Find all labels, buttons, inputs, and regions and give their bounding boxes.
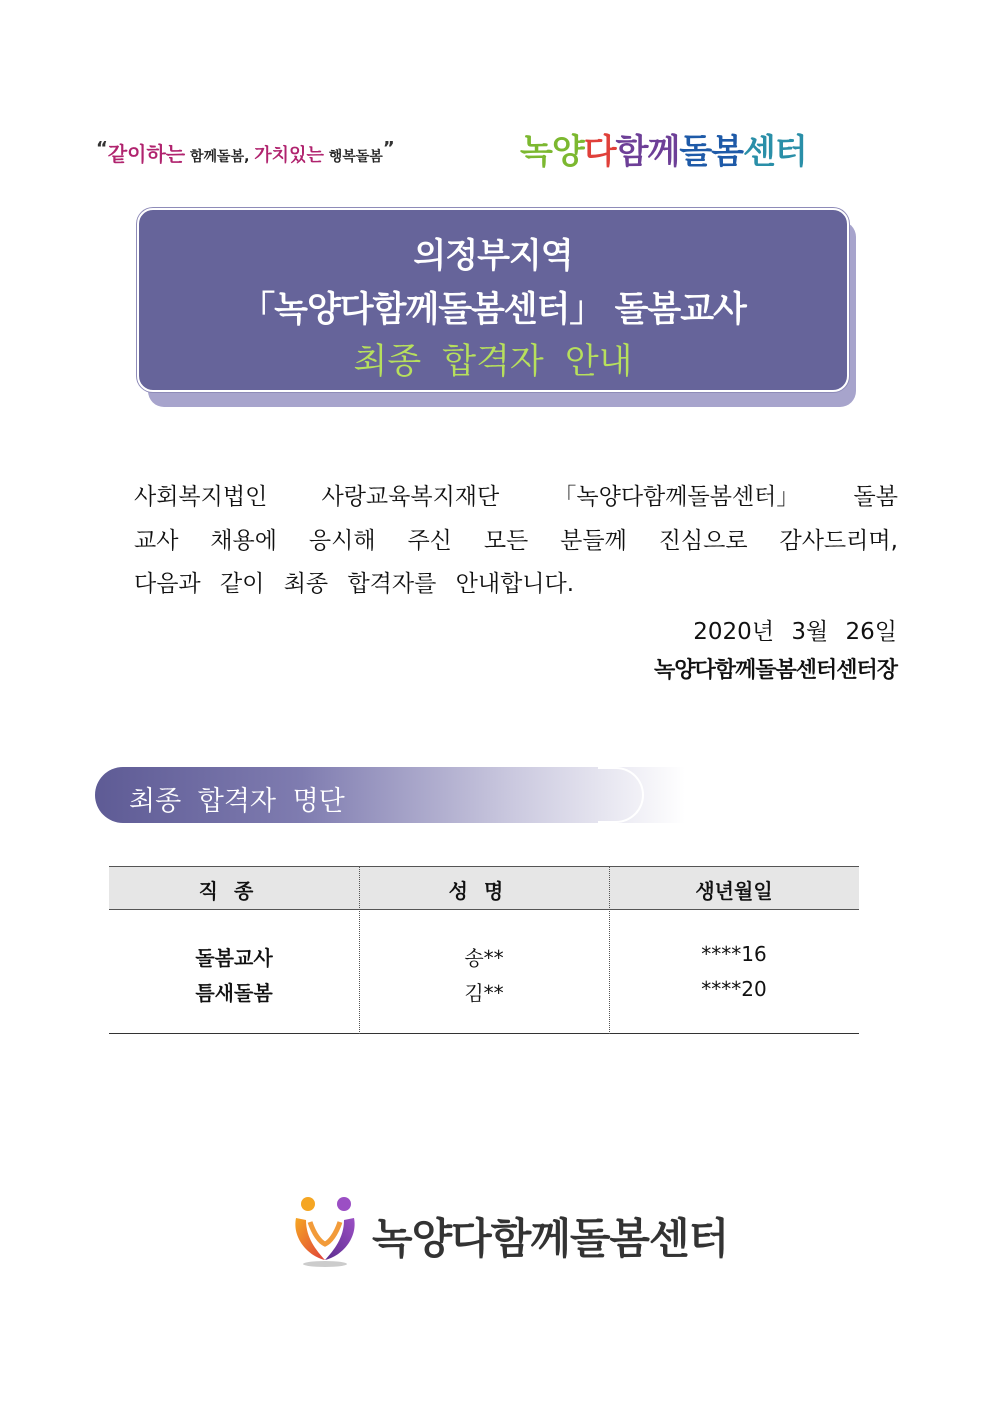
brand-part-2: 다 <box>583 132 616 172</box>
slogan <box>96 138 395 167</box>
intro-word: 응시해 <box>308 528 376 554</box>
footer-brand: 녹양다함께돌봄센터 <box>372 1214 729 1263</box>
header-birth-date: 생년월일 <box>695 879 773 903</box>
intro-word: 감사드리며, <box>779 528 898 554</box>
slogan-part-4: 행복돌봄 <box>323 149 383 165</box>
intro-word: 주신 <box>407 528 452 554</box>
slogan-open-quote: “ <box>96 138 108 159</box>
intro-word: 모든 <box>483 528 529 554</box>
announcement-date: 2020년 3월 26일 <box>693 619 897 645</box>
intro-word: 사랑교육복지재단 <box>321 484 500 510</box>
cell-job-type: 틈새돌봄 <box>195 981 273 1005</box>
title-line-2: 「녹양다함께돌봄센터」 돌봄교사 <box>240 290 746 330</box>
slogan-part-3: 가치있는 <box>254 145 324 166</box>
intro-word: 교사 <box>134 528 179 554</box>
cell-birth-date: ****20 <box>701 977 767 1001</box>
section-title: 최종 합격자 명단 <box>129 786 345 817</box>
intro-word: 합격자를 <box>347 571 437 597</box>
intro-word: 채용에 <box>210 528 277 554</box>
cell-birth-date: ****16 <box>701 942 767 966</box>
intro-word: 「녹양다함께돌봄센터」 <box>553 484 800 510</box>
brand-part-5: 센터 <box>742 132 807 172</box>
intro-word: 진심으로 <box>658 528 748 554</box>
title-line-3: 최종 합격자 안내 <box>353 342 633 382</box>
brand-logo-top <box>520 124 807 173</box>
slogan-part-2: 함께돌봄, <box>185 149 255 165</box>
intro-word: 분들께 <box>560 528 627 554</box>
intro-word: 사회복지법인 <box>134 484 268 510</box>
intro-line-3 <box>134 565 898 598</box>
header-job-type: 직종 <box>198 879 270 903</box>
signer: 녹양다함께돌봄센터센터장 <box>653 658 897 683</box>
intro-line-2 <box>134 522 898 555</box>
intro-line-1 <box>134 478 898 511</box>
cell-job-type: 돌봄교사 <box>195 946 273 970</box>
slogan-part-1: 같이하는 <box>107 142 186 166</box>
results-table <box>109 866 859 1034</box>
slogan-close-quote: ” <box>382 138 395 159</box>
table-bottom-border <box>109 1033 859 1034</box>
intro-word: 같이 <box>219 571 265 597</box>
title-box <box>137 208 849 392</box>
cell-name: 김** <box>464 981 504 1005</box>
header-name: 성명 <box>448 879 520 903</box>
brand-part-1: 녹양 <box>520 132 584 172</box>
intro-word: 돌봄 <box>853 484 898 510</box>
cell-name: 송** <box>464 946 504 970</box>
intro-word: 안내합니다. <box>455 571 575 597</box>
intro-word: 다음과 <box>134 571 201 597</box>
brand-part-4: 돌봄 <box>679 132 743 172</box>
brand-part-3: 함께 <box>615 132 680 172</box>
title-line-1: 의정부지역 <box>413 236 573 276</box>
intro-word: 최종 <box>283 571 329 597</box>
heart-people-logo-icon <box>290 1194 360 1268</box>
